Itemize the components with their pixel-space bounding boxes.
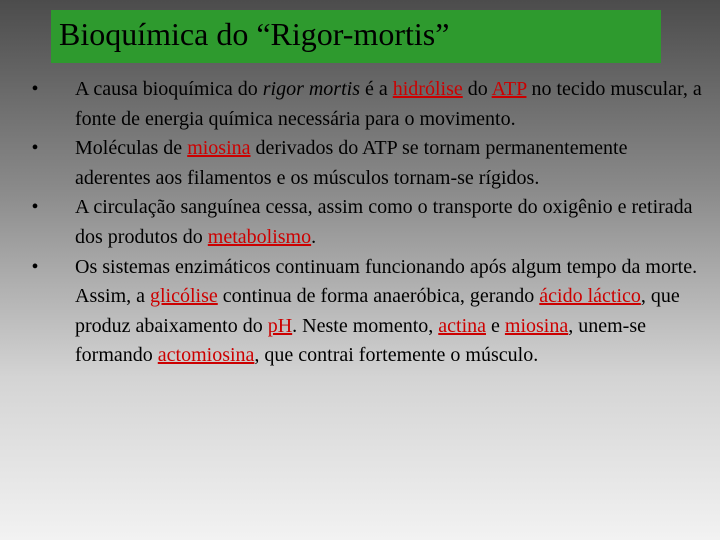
bullet-dot: • bbox=[31, 255, 39, 278]
bullet-item bbox=[25, 253, 705, 371]
link-ph[interactable]: pH bbox=[267, 314, 293, 337]
text-span: , que produz abaixamento do bbox=[75, 285, 680, 337]
slide-title: Bioquímica do “Rigor-mortis” bbox=[59, 16, 450, 52]
text-span: . Neste momento, bbox=[292, 314, 439, 337]
link-glicolise[interactable]: glicólise bbox=[150, 285, 218, 308]
text-span: continua de forma anaeróbica, gerando bbox=[217, 285, 540, 308]
link-actomiosina[interactable]: actomiosina bbox=[157, 344, 255, 367]
bullet-list bbox=[25, 75, 705, 371]
text-span: é a bbox=[359, 78, 393, 100]
text-span: Os sistemas enzimáticos continuam funcionando após algum tempo da morte. Assim, a bbox=[75, 255, 698, 308]
bullet-dot: • bbox=[31, 137, 39, 160]
emphasis-text: rigor mortis bbox=[262, 78, 360, 100]
text-span: . bbox=[311, 225, 317, 248]
link-miosina[interactable]: miosina bbox=[504, 314, 569, 337]
bullet-item bbox=[25, 75, 705, 134]
link-miosina[interactable]: miosina bbox=[187, 137, 251, 160]
bullet-dot: • bbox=[31, 78, 39, 100]
text-span: , que contrai fortemente o músculo. bbox=[254, 344, 539, 367]
text-span: derivados do ATP se tornam permanentemente aderentes aos filamentos e os músculos tornam-se rígidos. bbox=[75, 137, 628, 189]
link-hidrolise[interactable]: hidrólise bbox=[392, 78, 463, 100]
bullet-dot: • bbox=[31, 196, 39, 219]
title-banner bbox=[51, 10, 661, 63]
text-span: A circulação sanguínea cessa, assim como o transporte do oxigênio e retirada dos produtos do bbox=[75, 196, 693, 248]
text-span: e bbox=[486, 314, 505, 337]
bullet-item bbox=[25, 193, 705, 252]
link-atp[interactable]: ATP bbox=[491, 78, 527, 100]
link-metabolismo[interactable]: metabolismo bbox=[207, 225, 312, 248]
text-span: do bbox=[462, 78, 492, 100]
text-span: , unem-se formando bbox=[75, 314, 647, 367]
text-span: Moléculas de bbox=[75, 137, 188, 160]
link-actina[interactable]: actina bbox=[438, 314, 487, 337]
text-span: no tecido muscular, a fonte de energia química necessária para o movimento. bbox=[75, 78, 702, 130]
bullet-item bbox=[25, 134, 705, 193]
link-acido-lactico[interactable]: ácido láctico bbox=[539, 285, 641, 308]
text-span: A causa bioquímica do bbox=[75, 78, 263, 100]
